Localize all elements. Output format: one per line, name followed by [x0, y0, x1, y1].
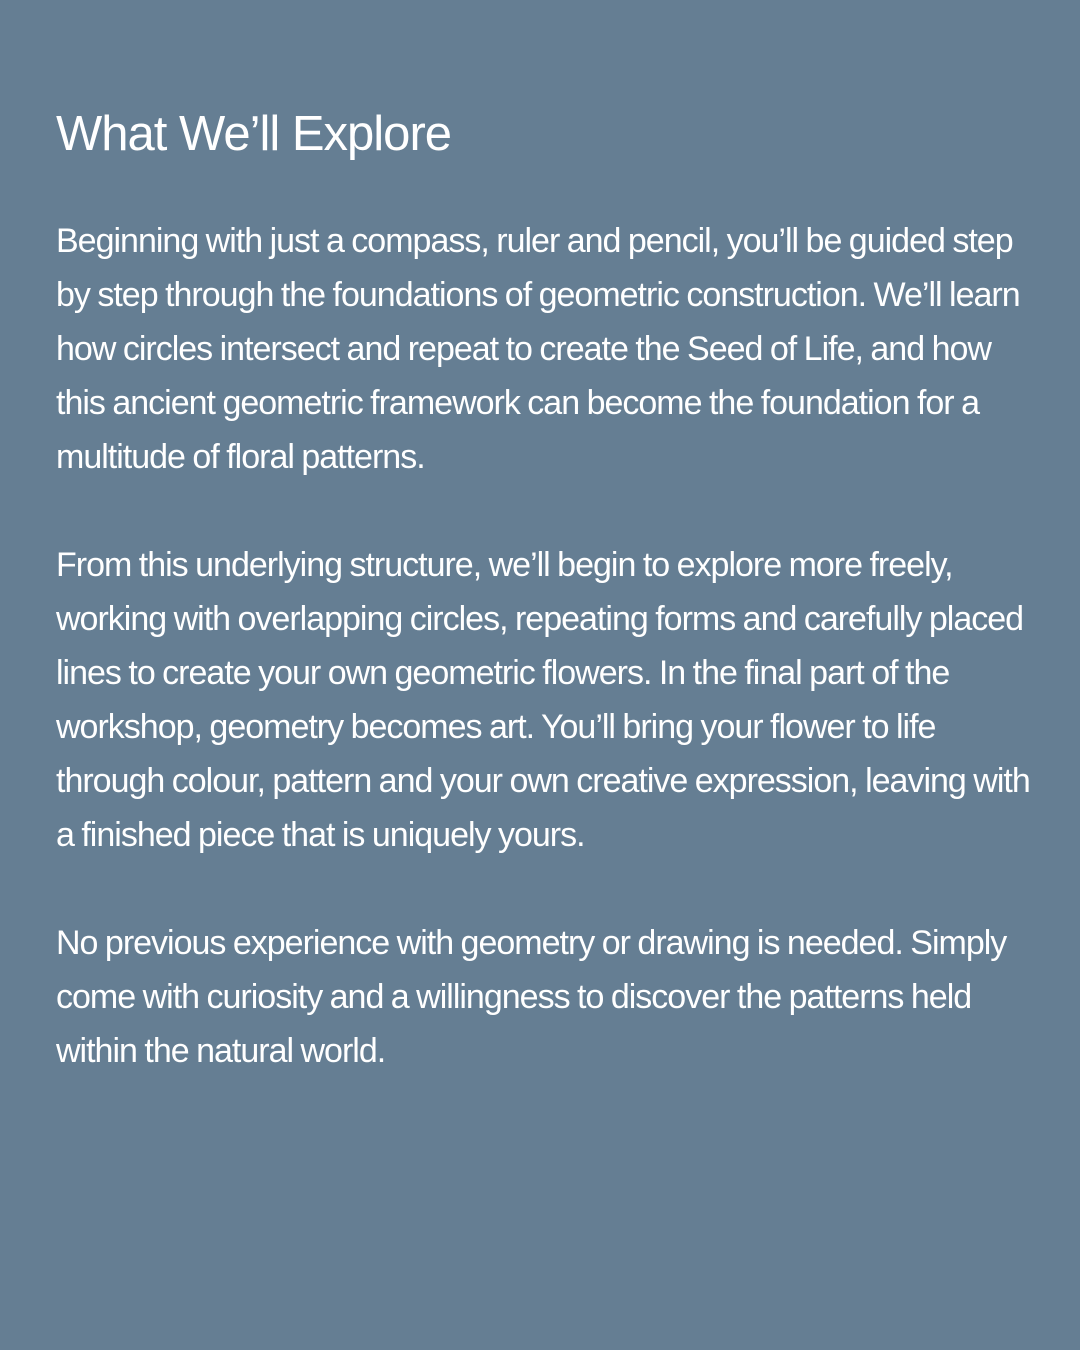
paragraph-intro: Beginning with just a compass, ruler and pencil, you’ll be guided step by step through the foundations of geometric construction. We’ll learn how circles intersect and repeat to create the Seed of Life, and how this ancient geometric framework can become the foundation for a multitude of floral patterns.	[56, 222, 1020, 476]
body-copy	[56, 214, 1036, 1078]
paragraph-no-experience-needed: No previous experience with geometry or drawing is needed. Simply come with curiosity and a willingness to discover the patterns held within the natural world.	[56, 924, 1007, 1070]
paragraph-creative-exploration: From this underlying structure, we’ll begin to explore more freely, working with overlapping circles, repeating forms and carefully placed lines to create your own geometric flowers. In the final part of the workshop, geometry becomes art. You’ll bring your flower to life through colour, pattern and your own creative expression, leaving with a finished piece that is uniquely yours.	[56, 546, 1030, 854]
page-title: What We’ll Explore	[56, 107, 452, 161]
